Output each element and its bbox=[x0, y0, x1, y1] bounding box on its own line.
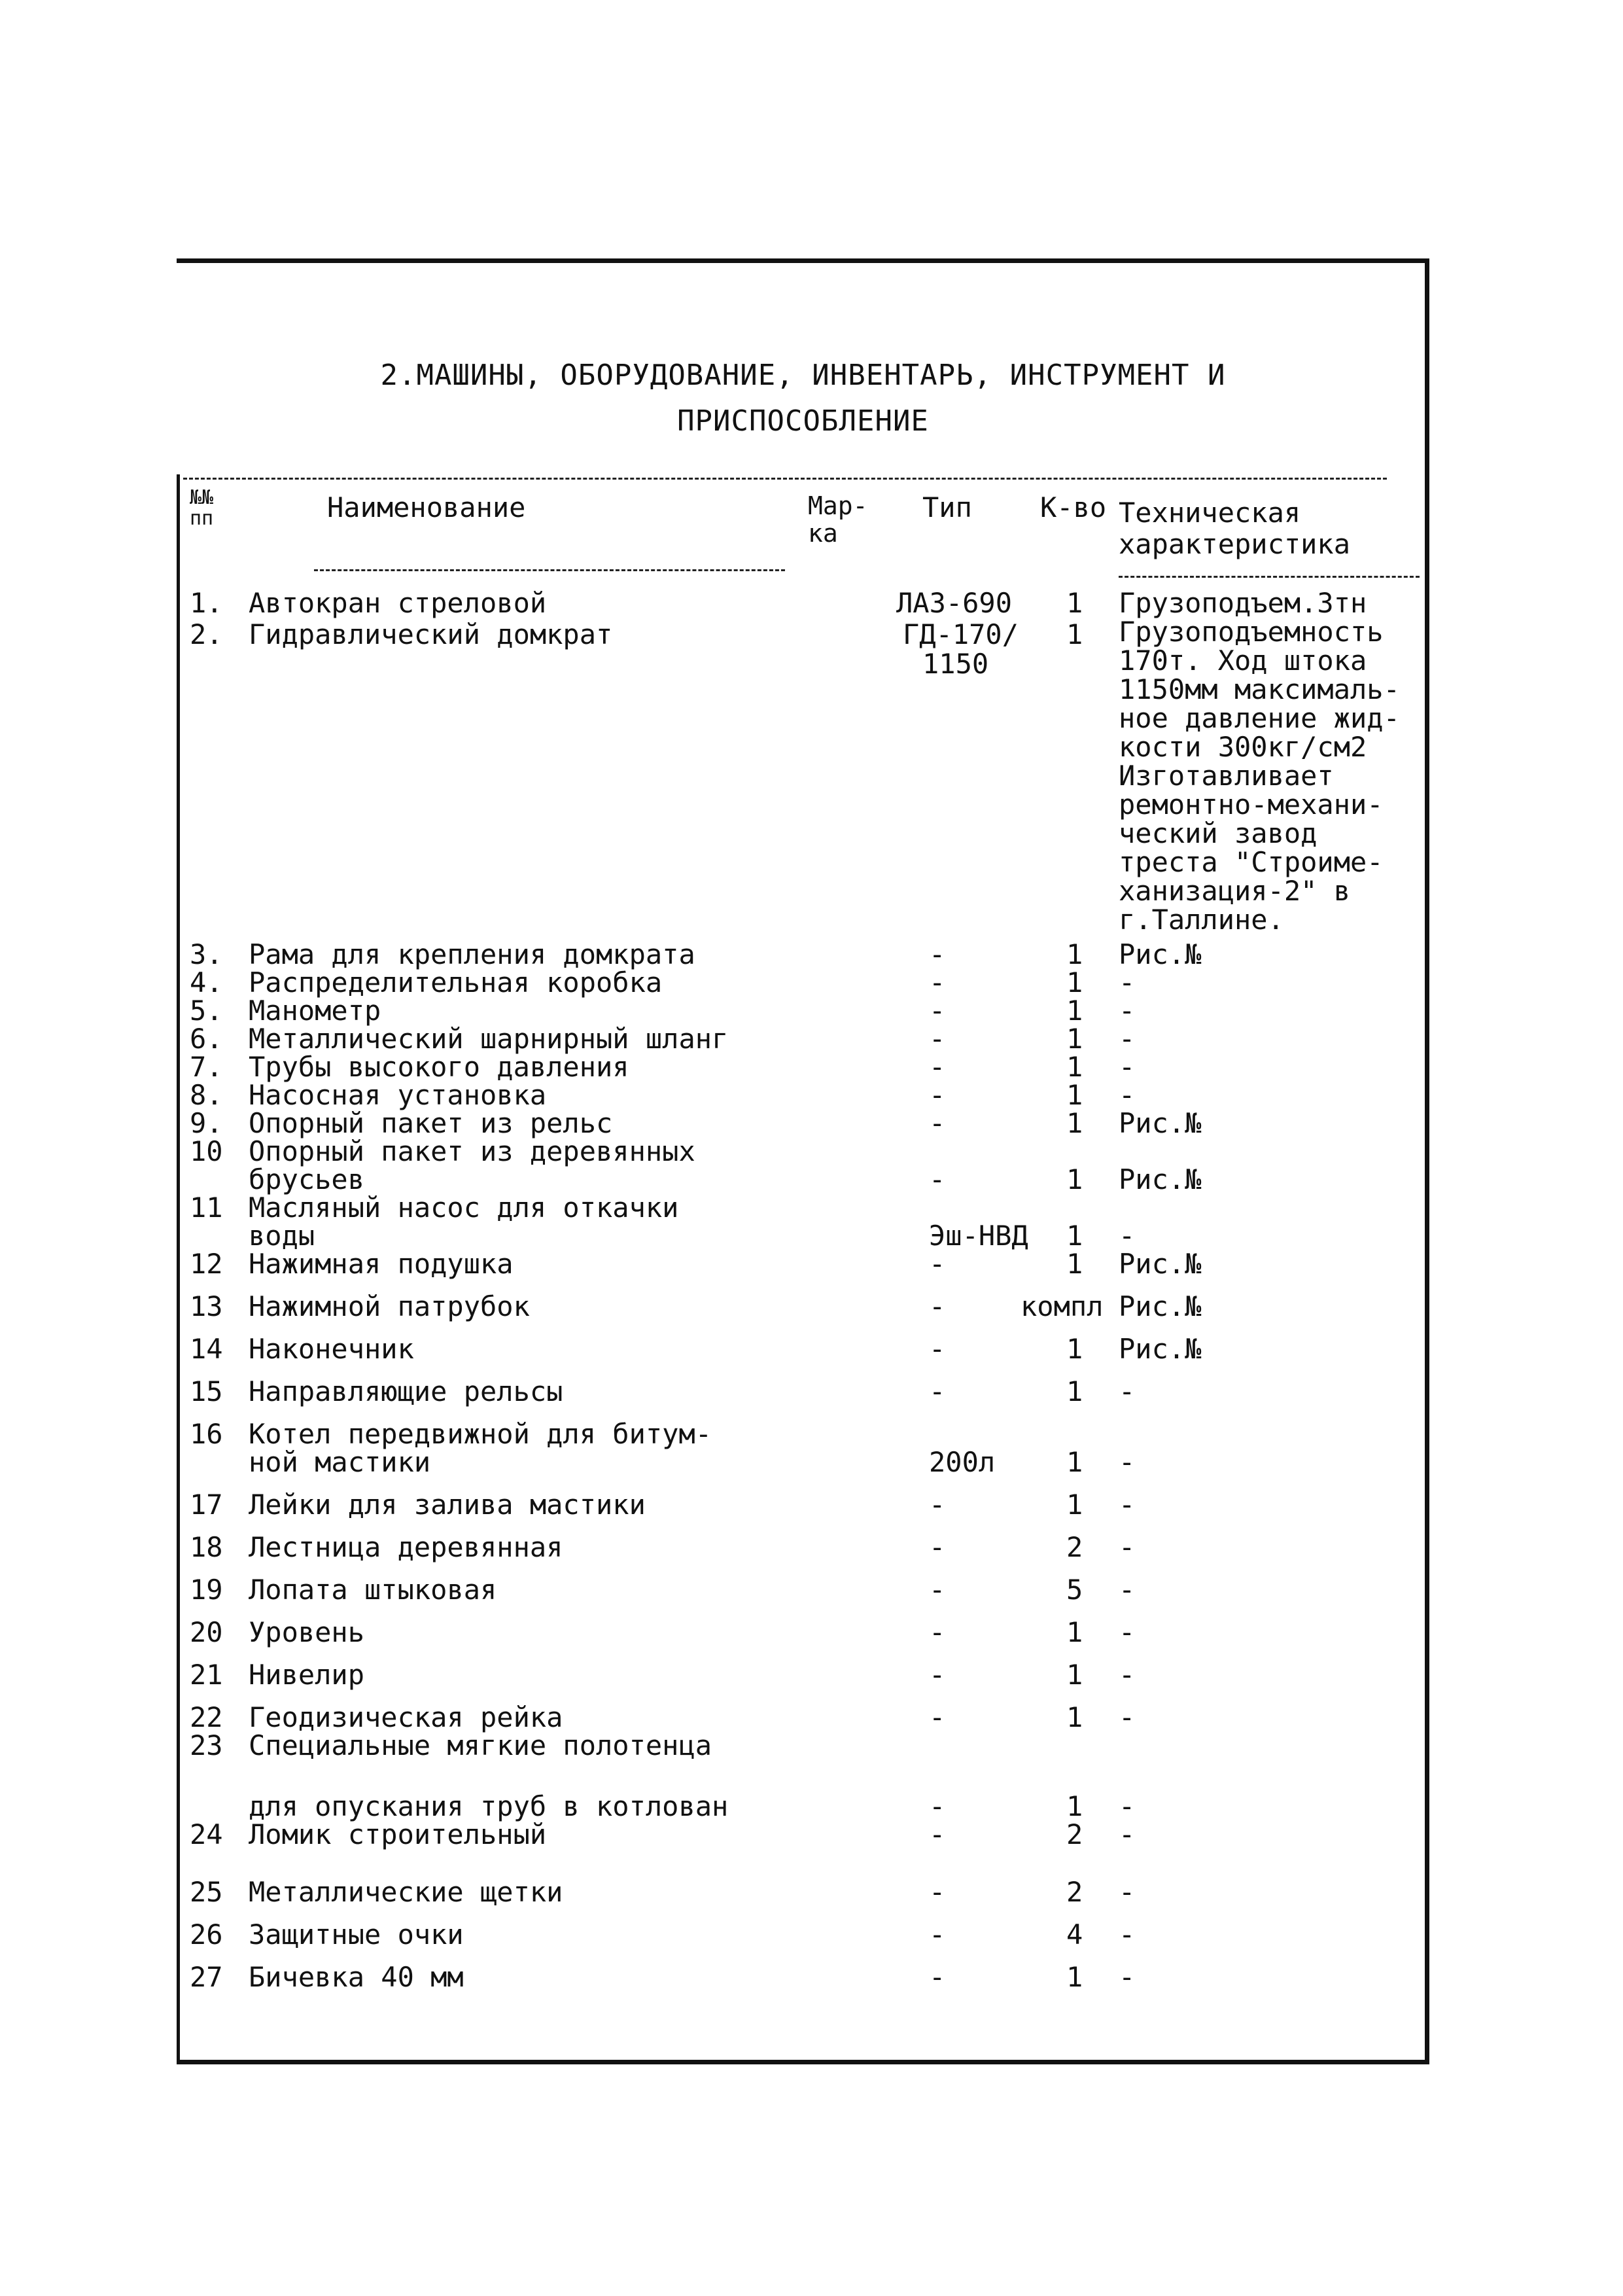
cell-char: - bbox=[1119, 1051, 1136, 1083]
cell-char: Рис.№ bbox=[1119, 938, 1202, 970]
cell-type: - bbox=[929, 1876, 946, 1908]
section-title: 2.МАШИНЫ, ОБОРУДОВАНИЕ, ИНВЕНТАРЬ, ИНСТРУМЕНТ И bbox=[380, 359, 1226, 392]
cell-char: - bbox=[1119, 1574, 1136, 1606]
cell-name: Рама для крепления домкрата bbox=[249, 938, 695, 970]
cell-type: - bbox=[929, 1659, 946, 1691]
cell-qty: 2 bbox=[1066, 1818, 1083, 1850]
cell-name: Лопата штыковая bbox=[249, 1574, 497, 1606]
cell-name: Геодизическая рейка bbox=[249, 1701, 563, 1733]
cell-qty: компл bbox=[1021, 1290, 1104, 1322]
cell-num: 15 bbox=[190, 1375, 223, 1407]
cell-type: - bbox=[929, 1163, 946, 1195]
cell-char: - bbox=[1119, 1790, 1136, 1822]
frame-top-border bbox=[177, 258, 1429, 263]
cell-num: 10 bbox=[190, 1135, 223, 1167]
table-row bbox=[190, 1080, 1420, 1111]
cell-num: 16 bbox=[190, 1418, 223, 1450]
cell-name: Металлический шарнирный шланг bbox=[249, 1023, 729, 1055]
table-row: 1. Автокран стреловой ЛАЗ-690 1 bbox=[190, 587, 1083, 619]
cell-num: 18 bbox=[190, 1531, 223, 1563]
cell-qty: 1 bbox=[1066, 995, 1083, 1027]
table-row bbox=[190, 1877, 1420, 1908]
cell-char: Рис.№ bbox=[1119, 1290, 1202, 1322]
table-row bbox=[190, 1220, 1420, 1252]
cell-type: - bbox=[929, 995, 946, 1027]
cell-char: Рис.№ bbox=[1119, 1248, 1202, 1280]
table-row bbox=[190, 1730, 1420, 1761]
table-row bbox=[190, 1023, 1420, 1055]
table-row bbox=[190, 995, 1420, 1027]
cell-name: Уровень bbox=[249, 1616, 365, 1648]
cell-char: - bbox=[1119, 1818, 1136, 1850]
cell-char: - bbox=[1119, 1876, 1136, 1908]
cell-name: Трубы высокого давления bbox=[249, 1051, 629, 1083]
cell-name: Манометр bbox=[249, 995, 381, 1027]
cell-qty: 1 bbox=[1066, 1790, 1083, 1822]
cell-num: 26 bbox=[190, 1918, 223, 1951]
header-qty: К-во bbox=[1040, 491, 1107, 523]
cell-type: - bbox=[929, 1107, 946, 1139]
cell-type: - bbox=[929, 1818, 946, 1850]
cell-qty: 1 bbox=[1066, 1446, 1083, 1478]
cell-num: 12 bbox=[190, 1248, 223, 1280]
cell-char: - bbox=[1119, 1023, 1136, 1055]
cell-num: 7. bbox=[190, 1051, 223, 1083]
header-name: Наименование bbox=[327, 491, 526, 523]
header-num: №№ пп bbox=[190, 486, 214, 530]
cell-qty: 2 bbox=[1066, 1531, 1083, 1563]
cell-num: 6. bbox=[190, 1023, 223, 1055]
cell-name: Металлические щетки bbox=[249, 1876, 563, 1908]
table-row bbox=[190, 1051, 1420, 1083]
table-row bbox=[190, 1376, 1420, 1407]
cell-num: 14 bbox=[190, 1333, 223, 1365]
frame-right-border bbox=[1425, 258, 1429, 2064]
cell-name: Котел передвижной для битум- bbox=[249, 1418, 712, 1450]
cell-type: - bbox=[929, 1375, 946, 1407]
cell-name: Опорный пакет из деревянных bbox=[249, 1135, 695, 1167]
cell-qty: 1 bbox=[1066, 1079, 1083, 1111]
cell-type: - bbox=[929, 1248, 946, 1280]
cell-num: 24 bbox=[190, 1818, 223, 1850]
cell-qty: 1 bbox=[1066, 938, 1083, 970]
cell-qty: 5 bbox=[1066, 1574, 1083, 1606]
cell-char: - bbox=[1119, 1489, 1136, 1521]
cell-name: для опускания труб в котлован bbox=[249, 1790, 729, 1822]
cell-qty: 1 bbox=[1066, 1333, 1083, 1365]
cell-type: - bbox=[929, 1531, 946, 1563]
table-row bbox=[190, 1702, 1420, 1733]
cell-num: 9. bbox=[190, 1107, 223, 1139]
cell-char: - bbox=[1119, 1531, 1136, 1563]
table-row bbox=[190, 1659, 1420, 1691]
cell-num: 19 bbox=[190, 1574, 223, 1606]
cell-qty: 1 bbox=[1066, 1051, 1083, 1083]
cell-type: - bbox=[929, 1023, 946, 1055]
cell-name: Опорный пакет из рельс bbox=[249, 1107, 613, 1139]
cell-char: - bbox=[1119, 1220, 1136, 1252]
cell-num: 23 bbox=[190, 1729, 223, 1761]
cell-qty: 1 bbox=[1066, 1616, 1083, 1648]
header-rule-right bbox=[1119, 576, 1420, 578]
cell-type: - bbox=[929, 1333, 946, 1365]
cell-type: - bbox=[929, 1918, 946, 1951]
cell-name: Масляный насос для откачки bbox=[249, 1192, 679, 1224]
cell-char: - bbox=[1119, 1079, 1136, 1111]
cell-name: Насосная установка bbox=[249, 1079, 547, 1111]
cell-qty: 1 bbox=[1066, 1023, 1083, 1055]
cell-name: Направляющие рельсы bbox=[249, 1375, 563, 1407]
cell-type: - bbox=[929, 1489, 946, 1521]
cell-qty: 1 bbox=[1066, 1701, 1083, 1733]
cell-char: - bbox=[1119, 1616, 1136, 1648]
cell-name: Распределительная коробка bbox=[249, 966, 663, 998]
cell-type: - bbox=[929, 966, 946, 998]
cell-type: - bbox=[929, 1574, 946, 1606]
cell-qty: 1 bbox=[1066, 1961, 1083, 1993]
cell-num: 20 bbox=[190, 1616, 223, 1648]
cell-num: 22 bbox=[190, 1701, 223, 1733]
cell-num: 17 bbox=[190, 1489, 223, 1521]
section-title-line2: ПРИСПОСОБЛЕНИЕ bbox=[677, 404, 929, 438]
cell-qty: 1 bbox=[1066, 1375, 1083, 1407]
cell-num: 4. bbox=[190, 966, 223, 998]
cell-qty: 1 bbox=[1066, 1659, 1083, 1691]
cell-char: Рис.№ bbox=[1119, 1333, 1202, 1365]
header-type: Тип bbox=[922, 491, 972, 523]
cell-type: - bbox=[929, 1290, 946, 1322]
cell-name: Защитные очки bbox=[249, 1918, 464, 1951]
cell-num: 27 bbox=[190, 1961, 223, 1993]
cell-name: Наконечник bbox=[249, 1333, 414, 1365]
cell-type: 200л bbox=[929, 1446, 996, 1478]
cell-type: - bbox=[929, 1051, 946, 1083]
table-row bbox=[190, 1291, 1420, 1322]
frame-left-border bbox=[177, 474, 180, 2064]
header-rule-left bbox=[314, 569, 785, 571]
cell-name: Лейки для залива мастики bbox=[249, 1489, 646, 1521]
cell-qty: 1 bbox=[1066, 1163, 1083, 1195]
cell-num: 11 bbox=[190, 1192, 223, 1224]
cell-name: Ломик строительный bbox=[249, 1818, 547, 1850]
header-mark: Мар- ка bbox=[808, 491, 868, 548]
cell-name: Специальные мягкие полотенца bbox=[249, 1729, 712, 1761]
cell-char: - bbox=[1119, 995, 1136, 1027]
table-row bbox=[190, 967, 1420, 998]
cell-char: - bbox=[1119, 1701, 1136, 1733]
row2-type-continued: 1150 bbox=[922, 648, 989, 680]
cell-type: - bbox=[929, 1701, 946, 1733]
cell-num: 3. bbox=[190, 938, 223, 970]
header-char: Техническая характеристика bbox=[1119, 497, 1351, 560]
cell-type: - bbox=[929, 1790, 946, 1822]
table-row bbox=[190, 1574, 1420, 1606]
table-row bbox=[190, 1136, 1420, 1167]
table-row bbox=[190, 1447, 1420, 1478]
table-row bbox=[190, 1164, 1420, 1195]
table-row bbox=[190, 1248, 1420, 1280]
cell-char: - bbox=[1119, 1375, 1136, 1407]
table-row bbox=[190, 1419, 1420, 1450]
cell-num: 21 bbox=[190, 1659, 223, 1691]
cell-char: - bbox=[1119, 1918, 1136, 1951]
cell-num: 5. bbox=[190, 995, 223, 1027]
cell-num: 25 bbox=[190, 1876, 223, 1908]
cell-name: Лестница деревянная bbox=[249, 1531, 563, 1563]
cell-char: - bbox=[1119, 966, 1136, 998]
table-row bbox=[190, 1791, 1420, 1822]
cell-type: - bbox=[929, 1079, 946, 1111]
cell-num: 8. bbox=[190, 1079, 223, 1111]
cell-num: 13 bbox=[190, 1290, 223, 1322]
cell-name: ной мастики bbox=[249, 1446, 431, 1478]
table-row: 2. Гидравлический домкрат ГД-170/ 1 bbox=[190, 618, 1083, 650]
frame-bottom-border bbox=[177, 2060, 1429, 2064]
cell-type: - bbox=[929, 1961, 946, 1993]
cell-char: - bbox=[1119, 1446, 1136, 1478]
cell-qty: 1 bbox=[1066, 1220, 1083, 1252]
cell-name: Нивелир bbox=[249, 1659, 365, 1691]
table-row bbox=[190, 1962, 1420, 1993]
table-row bbox=[190, 1489, 1420, 1521]
table-row bbox=[190, 1333, 1420, 1365]
cell-name: Нажимная подушка bbox=[249, 1248, 514, 1280]
cell-char: Рис.№ bbox=[1119, 1107, 1202, 1139]
cell-name: Бичевка 40 мм bbox=[249, 1961, 464, 1993]
cell-char: Рис.№ bbox=[1119, 1163, 1202, 1195]
cell-type: Эш-НВД bbox=[929, 1220, 1028, 1252]
table-row bbox=[190, 939, 1420, 970]
cell-name: брусьев bbox=[249, 1163, 365, 1195]
cell-name: Нажимной патрубок bbox=[249, 1290, 530, 1322]
cell-qty: 1 bbox=[1066, 966, 1083, 998]
cell-char: - bbox=[1119, 1961, 1136, 1993]
table-row bbox=[190, 1532, 1420, 1563]
row-characteristics: Грузоподъем.3тн Грузоподъемность 170т. Ход штока 1150мм максималь- ное давление жид- кости 300кг/см2 Изготавливает ремонтно-механи- ческий завод треста "Строиме- ханизация-2" в г.Таллине. bbox=[1119, 587, 1400, 936]
table-row bbox=[190, 1919, 1420, 1951]
table-row bbox=[190, 1819, 1420, 1850]
cell-qty: 4 bbox=[1066, 1918, 1083, 1951]
header-top-rule bbox=[183, 478, 1387, 480]
cell-type: - bbox=[929, 938, 946, 970]
cell-qty: 2 bbox=[1066, 1876, 1083, 1908]
cell-type: - bbox=[929, 1616, 946, 1648]
table-row bbox=[190, 1192, 1420, 1224]
table-row bbox=[190, 1617, 1420, 1648]
cell-qty: 1 bbox=[1066, 1107, 1083, 1139]
table-row bbox=[190, 1108, 1420, 1139]
cell-name: воды bbox=[249, 1220, 315, 1252]
cell-qty: 1 bbox=[1066, 1489, 1083, 1521]
cell-qty: 1 bbox=[1066, 1248, 1083, 1280]
cell-char: - bbox=[1119, 1659, 1136, 1691]
